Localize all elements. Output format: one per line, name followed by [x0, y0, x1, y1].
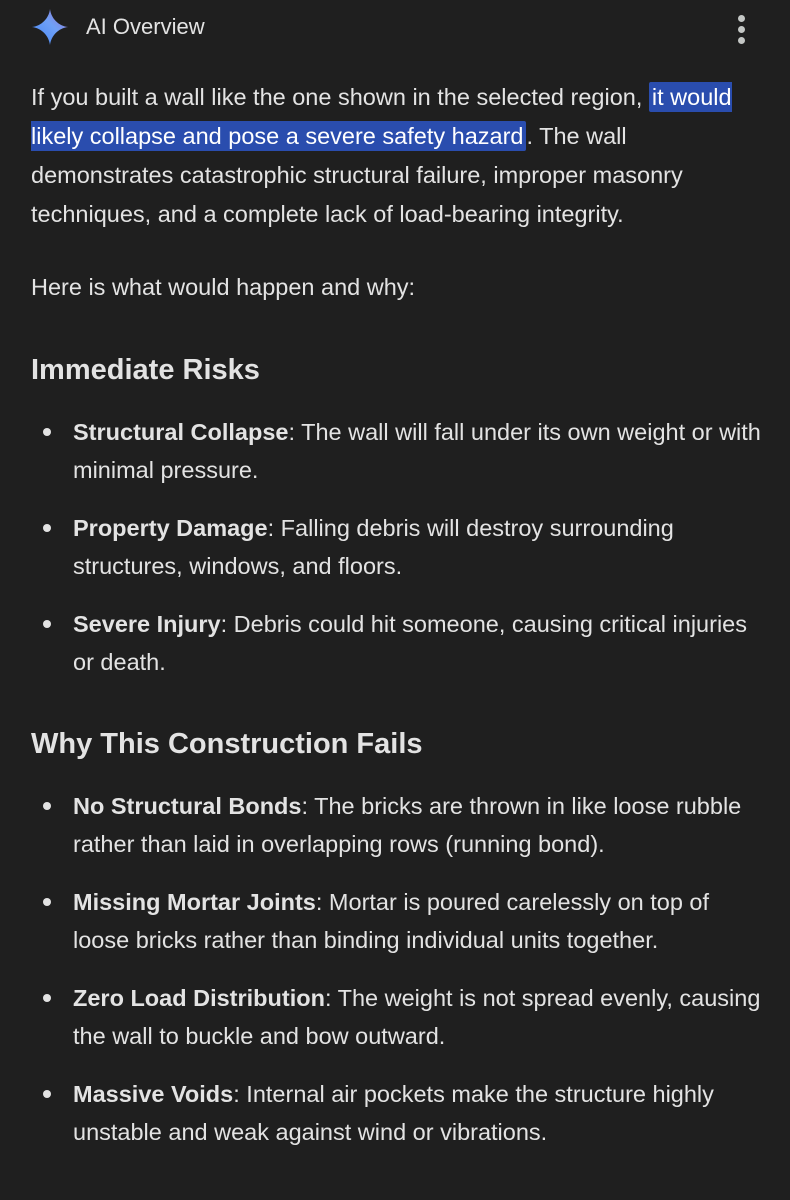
item-text: : The wall will fall under its own weight or with minimal pressure. — [73, 419, 761, 483]
bullet-icon — [43, 802, 51, 810]
intro-text-after: . The wall demonstrates catastrophic structural failure, improper masonry techniques, and a complete lack of load-bearing integrity. — [31, 123, 683, 227]
kebab-dot — [738, 15, 745, 22]
item-text: : Debris could hit someone, causing critical injuries or death. — [73, 611, 747, 675]
bullet-icon — [43, 1090, 51, 1098]
item-term: Severe Injury — [73, 611, 221, 637]
list-item — [31, 979, 766, 1055]
item-term: Structural Collapse — [73, 419, 289, 445]
highlighted-answer[interactable]: it would likely collapse and pose a severe safety hazard — [31, 84, 732, 149]
bullet-icon — [43, 994, 51, 1002]
item-text: : Mortar is poured carelessly on top of loose bricks rather than binding individual units together. — [73, 889, 710, 953]
bullet-icon — [43, 620, 51, 628]
more-vert-icon[interactable] — [728, 12, 756, 46]
list-item — [31, 787, 766, 863]
kebab-dot — [738, 26, 745, 33]
lead-paragraph: Here is what would happen and why: — [31, 274, 416, 300]
kebab-dot — [738, 37, 745, 44]
list-item — [31, 413, 766, 489]
bullet-icon — [43, 898, 51, 906]
bullet-icon — [43, 428, 51, 436]
list-item — [31, 883, 766, 959]
overview-content — [31, 78, 766, 1151]
item-term: No Structural Bonds — [73, 793, 302, 819]
why-fails-list — [31, 787, 766, 1151]
item-text: : The weight is not spread evenly, causing the wall to buckle and bow outward. — [73, 985, 761, 1049]
immediate-risks-list — [31, 413, 766, 681]
list-item — [31, 605, 766, 681]
item-text: : The bricks are thrown in like loose rubble rather than laid in overlapping rows (running bond). — [73, 793, 742, 857]
section-heading-why-fails: Why This Construction Fails — [31, 728, 423, 760]
item-term: Property Damage — [73, 515, 268, 541]
bullet-icon — [43, 524, 51, 532]
section-heading-immediate-risks: Immediate Risks — [31, 354, 260, 386]
item-term: Zero Load Distribution — [73, 985, 325, 1011]
item-text: : Falling debris will destroy surrounding structures, windows, and floors. — [73, 515, 674, 579]
ai-overview-header — [0, 0, 790, 56]
sparkle-icon — [31, 8, 69, 46]
header-title: AI Overview — [86, 14, 205, 39]
item-text: : Internal air pockets make the structure highly unstable and weak against wind or vibrations. — [73, 1081, 714, 1145]
intro-paragraph — [31, 78, 766, 234]
item-term: Massive Voids — [73, 1081, 234, 1107]
intro-text-before: If you built a wall like the one shown in the selected region, — [31, 84, 649, 110]
list-item — [31, 1075, 766, 1151]
item-term: Missing Mortar Joints — [73, 889, 316, 915]
list-item — [31, 509, 766, 585]
